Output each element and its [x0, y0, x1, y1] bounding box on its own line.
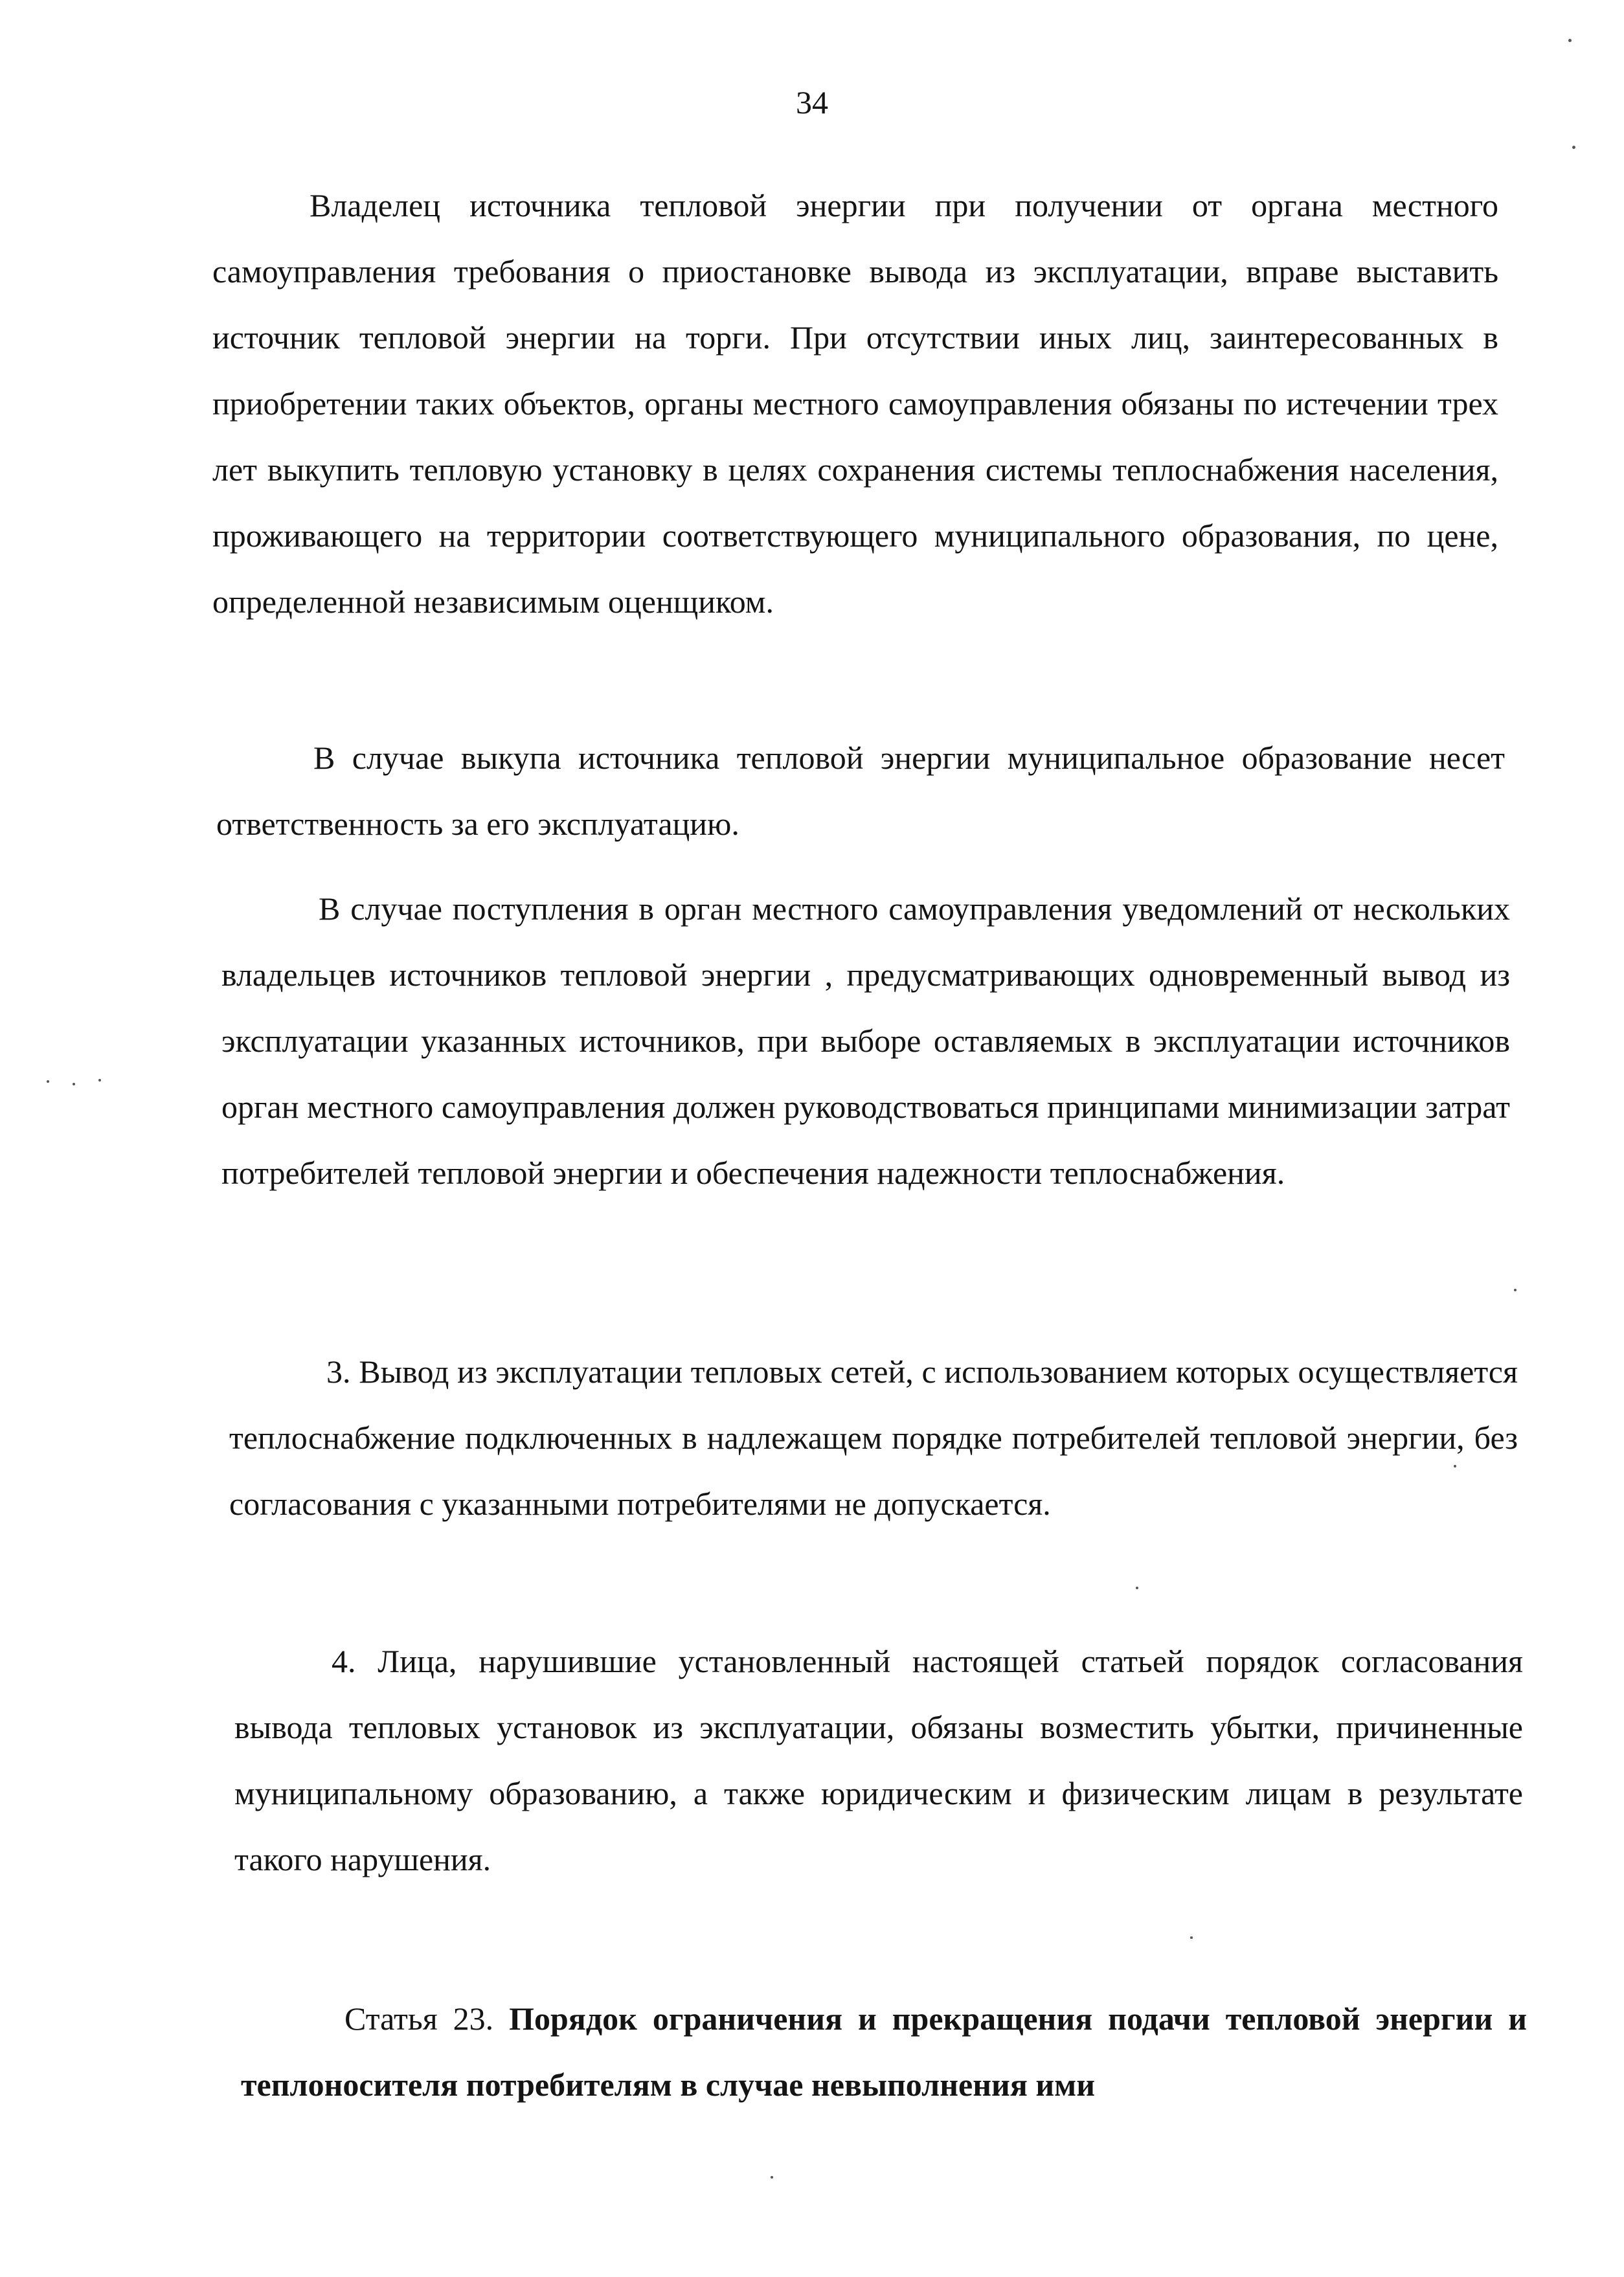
paragraph-municipal-responsibility: В случае выкупа источника тепловой энергии муниципальное образование несет ответственность за его эксплуатацию.	[216, 740, 1505, 842]
scan-speck	[73, 1083, 75, 1085]
scan-speck	[1136, 1587, 1138, 1589]
article-label: Статья 23.	[344, 2000, 494, 2037]
paragraph-item-4-liability: 4. Лица, нарушившие установленный настоящей статьей порядок согласования вывода тепловых установок из эксплуатации, обязаны возместить убытки, причиненные муниципальному образованию, а также юридическим и физическим лицам в результате такого нарушения.	[234, 1643, 1523, 1877]
scan-speck	[1568, 39, 1572, 42]
scan-speck	[1514, 1289, 1517, 1291]
page-number: 34	[796, 84, 828, 120]
scan-speck	[1454, 1465, 1456, 1467]
article-title: Порядок ограничения и прекращения подачи тепловой энергии и теплоносителя потребителям в случае невыполнения ими	[241, 2000, 1527, 2103]
paragraph-item-3-heat-networks: 3. Вывод из эксплуатации тепловых сетей, с использованием которых осуществляется теплоснабжение подключенных в надлежащем порядке потребителей тепловой энергии, без согласования с указанными потребителями не допускается.	[229, 1354, 1518, 1522]
scan-speck	[771, 2176, 773, 2179]
scan-speck	[47, 1080, 49, 1083]
scan-speck	[98, 1079, 101, 1082]
scan-speck	[1190, 1936, 1193, 1939]
article-heading	[241, 1986, 1527, 2118]
paragraph-multiple-owners-notifications: В случае поступления в орган местного самоуправления уведомлений от нескольких владельцев источников тепловой энергии , предусматривающих одновременный вывод из эксплуатации указанных источников, при выборе оставляемых в эксплуатации источников орган местного самоуправления должен руководствоваться принципами минимизации затрат потребителей тепловой энергии и обеспечения надежности теплоснабжения.	[221, 890, 1510, 1191]
scan-speck	[1572, 146, 1575, 149]
paragraph-source-owner-auction: Владелец источника тепловой энергии при получении от органа местного самоуправления требования о приостановке вывода из эксплуатации, вправе выставить источник тепловой энергии на торги. При отсутствии иных лиц, заинтересованных в приобретении таких объектов, органы местного самоуправления обязаны по истечении трех лет выкупить тепловую установку в целях сохранения системы теплоснабжения населения, проживающего на территории соответствующего муниципального образования, по цене, определенной независимым оценщиком.	[212, 187, 1498, 620]
